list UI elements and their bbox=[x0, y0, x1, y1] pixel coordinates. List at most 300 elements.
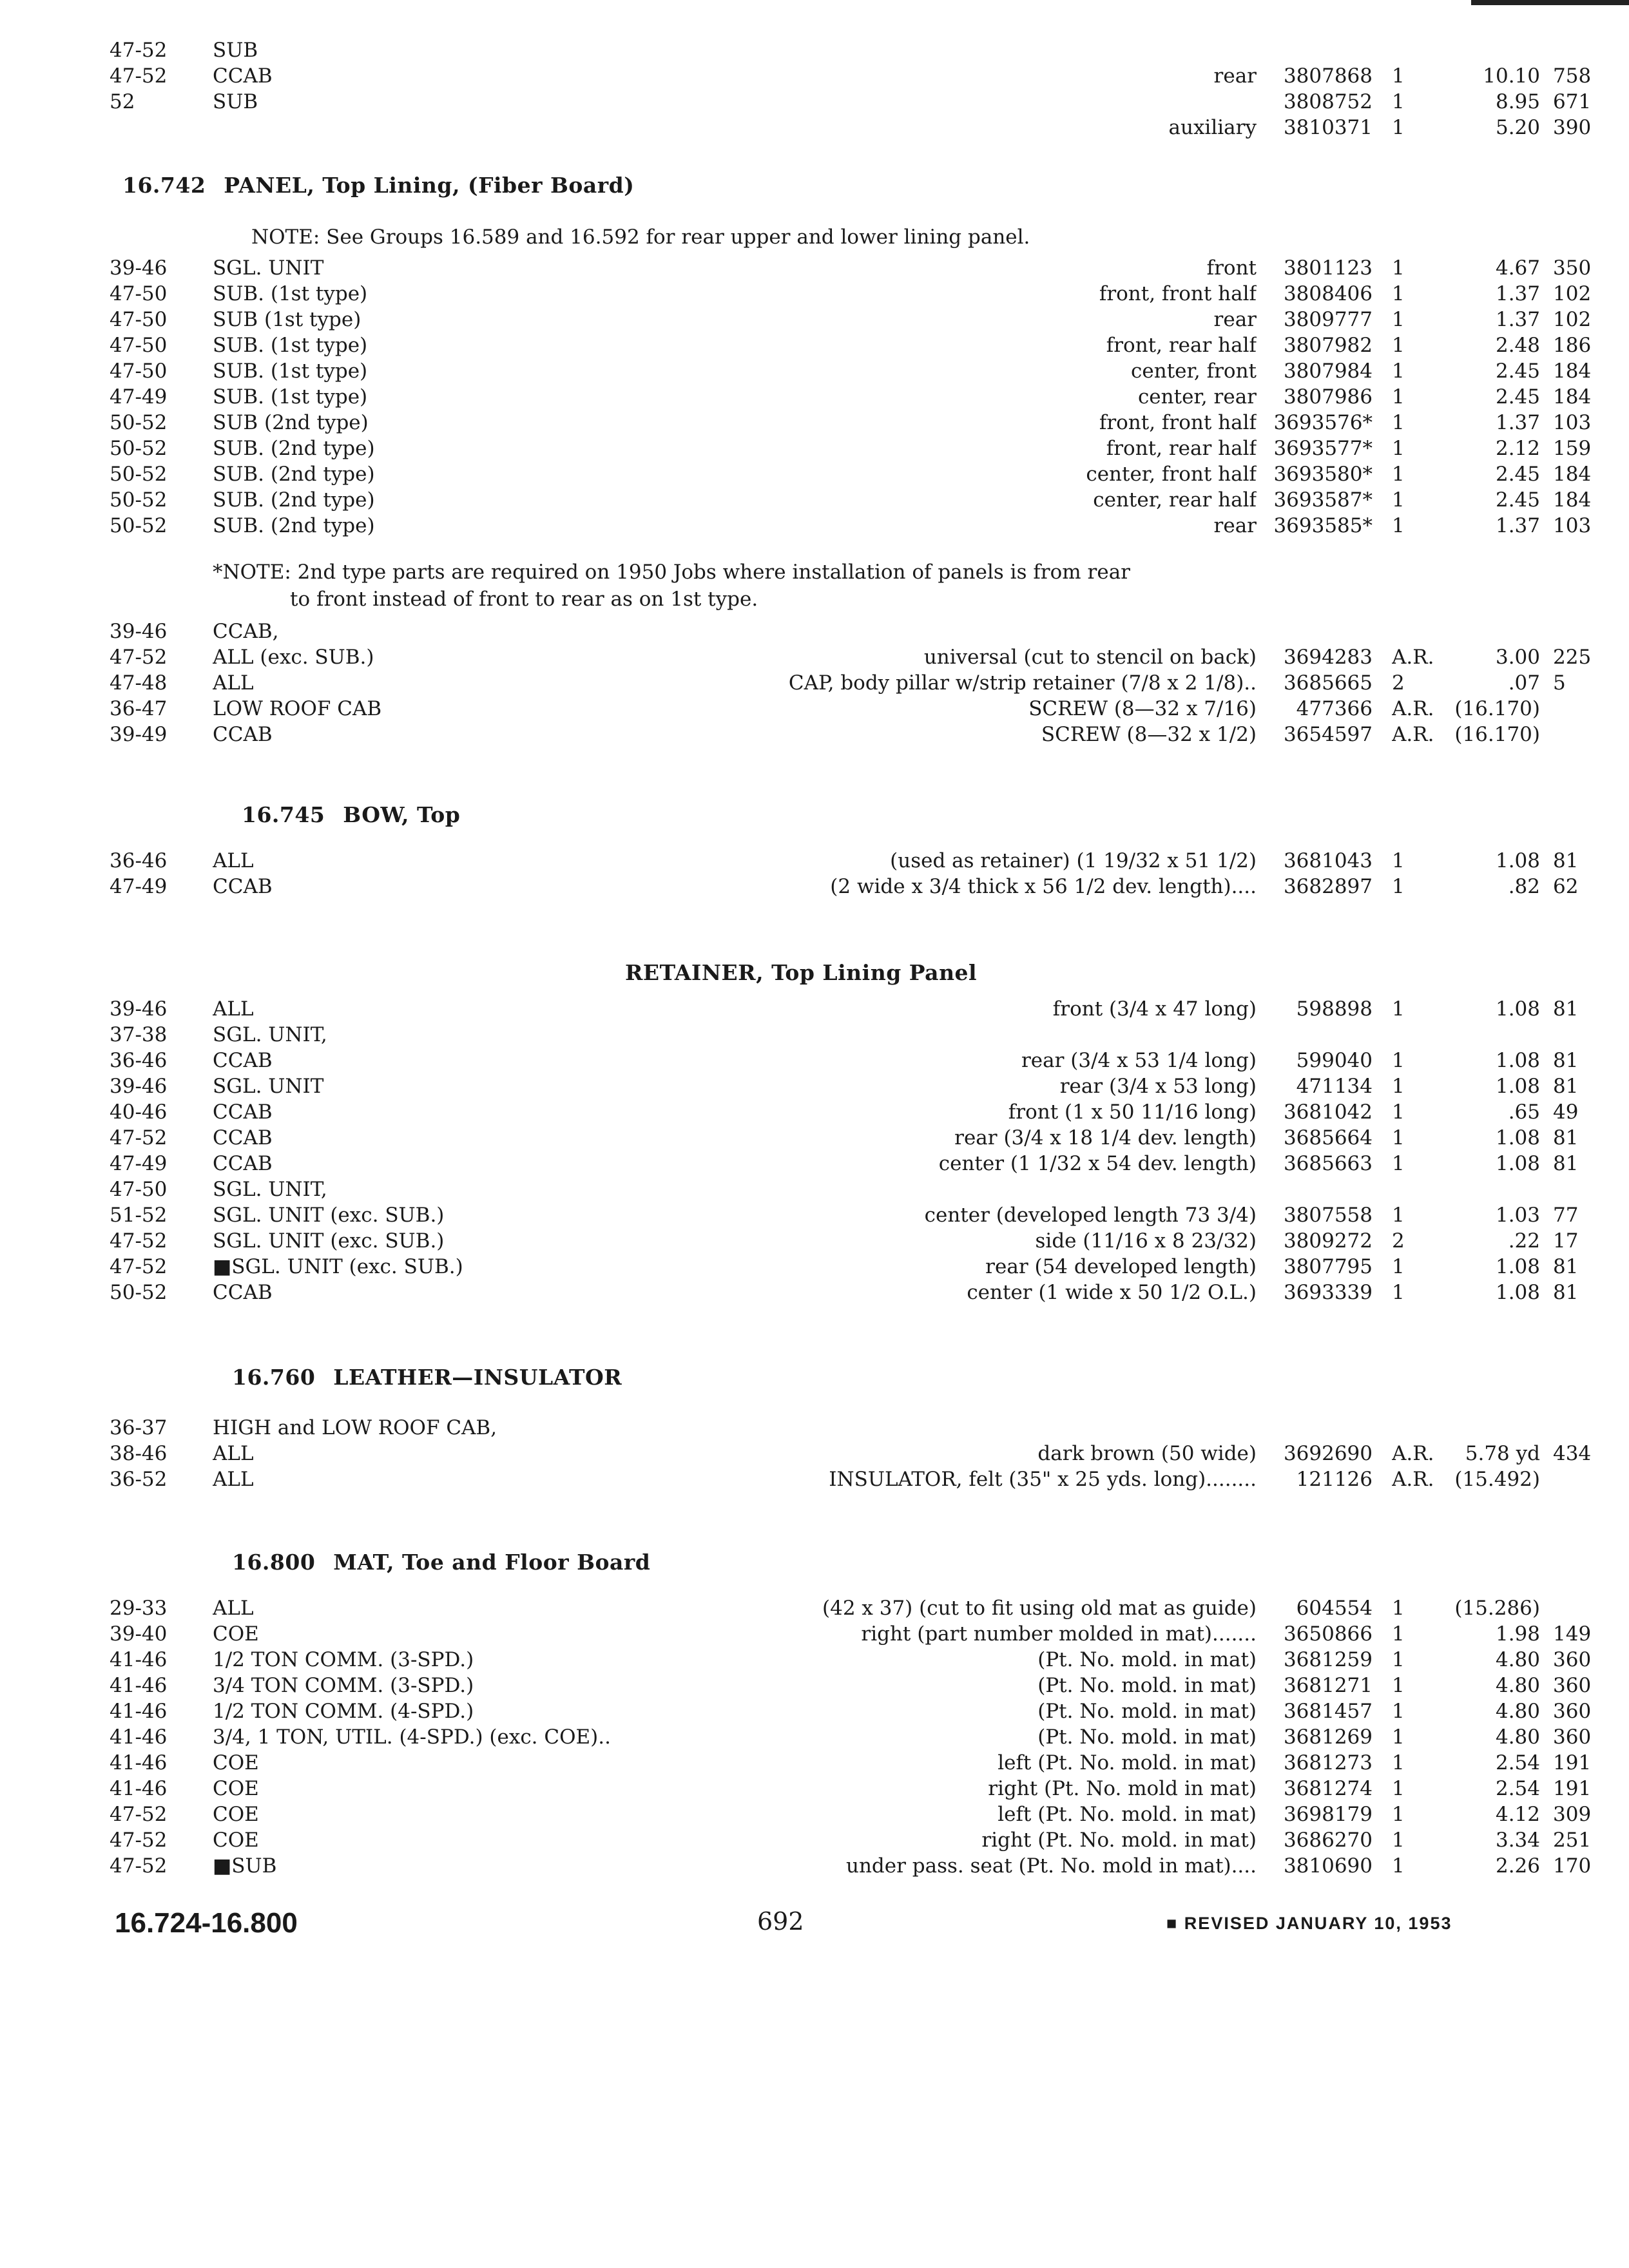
parts-row bbox=[110, 997, 1579, 1023]
list-price: 1.08 bbox=[1495, 997, 1540, 1021]
part-number: 3693339 bbox=[1283, 1281, 1373, 1304]
parts-row bbox=[110, 1100, 1579, 1126]
year-range: 38-46 bbox=[110, 1442, 168, 1465]
parts-row bbox=[110, 488, 1592, 514]
year-range: 47-48 bbox=[110, 671, 168, 695]
part-description: (Pt. No. mold. in mat) bbox=[1037, 1725, 1257, 1749]
part-description: under pass. seat (Pt. No. mold in mat).... bbox=[845, 1854, 1257, 1878]
part-number: 3808406 bbox=[1283, 282, 1373, 305]
part-number: 3810690 bbox=[1283, 1854, 1373, 1878]
parts-row bbox=[110, 1281, 1579, 1307]
model-application: SGL. UNIT bbox=[213, 256, 324, 280]
part-number: 3807868 bbox=[1283, 64, 1373, 88]
parts-row bbox=[110, 90, 1592, 116]
quantity: A.R. bbox=[1392, 646, 1434, 669]
shipping-weight: 350 bbox=[1553, 256, 1592, 280]
part-number: 3681274 bbox=[1283, 1777, 1373, 1800]
shipping-weight: 434 bbox=[1553, 1442, 1592, 1465]
list-price: 2.12 bbox=[1495, 437, 1540, 460]
list-price: .07 bbox=[1508, 671, 1540, 695]
model-application: SUB. (1st type) bbox=[213, 385, 368, 408]
parts-row bbox=[110, 646, 1592, 671]
part-number: 3682897 bbox=[1283, 875, 1373, 898]
shipping-weight: 77 bbox=[1553, 1204, 1579, 1227]
model-application: HIGH and LOW ROOF CAB, bbox=[213, 1416, 497, 1439]
shipping-weight: 5 bbox=[1553, 671, 1566, 695]
list-price: 1.08 bbox=[1495, 849, 1540, 872]
section-heading-panel bbox=[122, 173, 634, 198]
year-range: 47-52 bbox=[110, 64, 168, 88]
model-application: ALL bbox=[213, 1597, 254, 1620]
parts-row bbox=[110, 39, 1501, 64]
part-number: 3693576* bbox=[1273, 411, 1373, 434]
quantity: 1 bbox=[1392, 64, 1405, 88]
year-range: 47-50 bbox=[110, 282, 168, 305]
year-range: 47-50 bbox=[110, 1178, 168, 1201]
quantity: 1 bbox=[1392, 1100, 1405, 1124]
list-price: 2.45 bbox=[1495, 488, 1540, 512]
list-price: 10.10 bbox=[1483, 64, 1540, 88]
part-number: 3801123 bbox=[1283, 256, 1373, 280]
part-description: center, front half bbox=[1086, 463, 1257, 486]
year-range: 47-52 bbox=[110, 39, 168, 62]
parts-row bbox=[110, 514, 1592, 540]
part-description: rear (3/4 x 53 long) bbox=[1059, 1075, 1257, 1098]
quantity: 1 bbox=[1392, 1049, 1405, 1072]
part-number: 3693577* bbox=[1273, 437, 1373, 460]
model-application: SUB. (2nd type) bbox=[213, 514, 375, 537]
part-number: 3809272 bbox=[1283, 1229, 1373, 1253]
parts-row bbox=[110, 1725, 1592, 1751]
list-price: 2.26 bbox=[1495, 1854, 1540, 1878]
model-application: 3/4 TON COMM. (3-SPD.) bbox=[213, 1674, 474, 1697]
part-description: SCREW (8—32 x 1/2) bbox=[1041, 723, 1257, 746]
list-price: 1.08 bbox=[1495, 1281, 1540, 1304]
section-number: 16.800 bbox=[232, 1550, 316, 1575]
part-description: (2 wide x 3/4 thick x 56 1/2 dev. length).... bbox=[830, 875, 1257, 898]
part-number: 599040 bbox=[1296, 1049, 1373, 1072]
part-description: rear bbox=[1213, 308, 1257, 331]
model-application: ALL bbox=[213, 1468, 254, 1491]
part-description: front, front half bbox=[1099, 282, 1257, 305]
parts-row bbox=[110, 1597, 1540, 1622]
part-description: (used as retainer) (1 19/32 x 51 1/2) bbox=[890, 849, 1257, 872]
year-range: 47-52 bbox=[110, 1126, 168, 1149]
model-application: SUB. (1st type) bbox=[213, 360, 368, 383]
list-price: (15.492) bbox=[1454, 1468, 1540, 1491]
part-number: 3650866 bbox=[1283, 1622, 1373, 1646]
quantity: 1 bbox=[1392, 1725, 1405, 1749]
parts-row bbox=[110, 697, 1540, 723]
model-application: CCAB bbox=[213, 1281, 273, 1304]
quantity: 1 bbox=[1392, 1255, 1405, 1278]
list-price: .65 bbox=[1508, 1100, 1540, 1124]
shipping-weight: 159 bbox=[1553, 437, 1592, 460]
parts-row bbox=[110, 723, 1540, 749]
page-range: 16.724-16.800 bbox=[115, 1907, 298, 1939]
part-number: 3807986 bbox=[1283, 385, 1373, 408]
section-title: RETAINER, Top Lining Panel bbox=[625, 960, 978, 985]
year-range: 29-33 bbox=[110, 1597, 168, 1620]
shipping-weight: 251 bbox=[1553, 1829, 1592, 1852]
part-number: 121126 bbox=[1296, 1468, 1373, 1491]
section-heading-bow bbox=[242, 802, 460, 827]
part-description: center (developed length 73 3/4) bbox=[924, 1204, 1257, 1227]
parts-row bbox=[110, 1255, 1579, 1281]
list-price: 2.54 bbox=[1495, 1777, 1540, 1800]
list-price: 3.00 bbox=[1495, 646, 1540, 669]
year-range: 47-52 bbox=[110, 1255, 168, 1278]
section-number: 16.745 bbox=[242, 802, 325, 827]
list-price: 2.45 bbox=[1495, 463, 1540, 486]
part-description: rear (3/4 x 18 1/4 dev. length) bbox=[954, 1126, 1257, 1149]
year-range: 41-46 bbox=[110, 1751, 168, 1774]
year-range: 47-52 bbox=[110, 1854, 168, 1878]
parts-row bbox=[110, 1751, 1592, 1777]
parts-row bbox=[110, 1648, 1592, 1674]
quantity: 1 bbox=[1392, 411, 1405, 434]
section-title: MAT, Toe and Floor Board bbox=[333, 1550, 651, 1575]
list-price: 5.78 yd bbox=[1465, 1442, 1540, 1465]
part-number: 3686270 bbox=[1283, 1829, 1373, 1852]
quantity: 1 bbox=[1392, 1854, 1405, 1878]
part-number: 3693585* bbox=[1273, 514, 1373, 537]
quantity: 1 bbox=[1392, 360, 1405, 383]
shipping-weight: 149 bbox=[1553, 1622, 1592, 1646]
model-application: ■SGL. UNIT (exc. SUB.) bbox=[213, 1255, 463, 1278]
parts-row bbox=[110, 411, 1592, 437]
part-description: CAP, body pillar w/strip retainer (7/8 x 2 1/8).. bbox=[788, 671, 1257, 695]
model-application: SGL. UNIT, bbox=[213, 1023, 327, 1046]
part-number: 3692690 bbox=[1283, 1442, 1373, 1465]
part-description: front, front half bbox=[1099, 411, 1257, 434]
list-price: 2.54 bbox=[1495, 1751, 1540, 1774]
shipping-weight: 191 bbox=[1553, 1751, 1592, 1774]
model-application: SUB (2nd type) bbox=[213, 411, 369, 434]
list-price: 1.08 bbox=[1495, 1075, 1540, 1098]
section-title: LEATHER—INSULATOR bbox=[333, 1365, 622, 1390]
shipping-weight: 81 bbox=[1553, 1152, 1579, 1175]
shipping-weight: 62 bbox=[1553, 875, 1579, 898]
shipping-weight: 103 bbox=[1553, 411, 1592, 434]
year-range: 50-52 bbox=[110, 488, 168, 512]
year-range: 47-52 bbox=[110, 646, 168, 669]
shipping-weight: 360 bbox=[1553, 1674, 1592, 1697]
list-price: 4.12 bbox=[1495, 1803, 1540, 1826]
parts-row bbox=[110, 671, 1566, 697]
year-range: 47-50 bbox=[110, 334, 168, 357]
shipping-weight: 81 bbox=[1553, 1049, 1579, 1072]
quantity: A.R. bbox=[1392, 697, 1434, 720]
quantity: 1 bbox=[1392, 1700, 1405, 1723]
year-range: 36-37 bbox=[110, 1416, 168, 1439]
parts-row bbox=[110, 64, 1592, 90]
shipping-weight: 81 bbox=[1553, 1255, 1579, 1278]
shipping-weight: 360 bbox=[1553, 1648, 1592, 1671]
model-application: SUB. (2nd type) bbox=[213, 463, 375, 486]
section-number: 16.742 bbox=[122, 173, 206, 198]
year-range: 52 bbox=[110, 90, 135, 113]
shipping-weight: 309 bbox=[1553, 1803, 1592, 1826]
model-application: 1/2 TON COMM. (3-SPD.) bbox=[213, 1648, 474, 1671]
parts-row bbox=[110, 1023, 1501, 1049]
part-number: 3807984 bbox=[1283, 360, 1373, 383]
shipping-weight: 390 bbox=[1553, 116, 1592, 139]
model-application: LOW ROOF CAB bbox=[213, 697, 382, 720]
part-number: 477366 bbox=[1296, 697, 1373, 720]
list-price: (16.170) bbox=[1454, 697, 1540, 720]
model-application: SUB. (2nd type) bbox=[213, 488, 375, 512]
model-application: COE bbox=[213, 1829, 259, 1852]
part-description: center (1 wide x 50 1/2 O.L.) bbox=[967, 1281, 1257, 1304]
shipping-weight: 184 bbox=[1553, 463, 1592, 486]
parts-row bbox=[110, 1049, 1579, 1075]
part-number: 3685664 bbox=[1283, 1126, 1373, 1149]
quantity: 1 bbox=[1392, 875, 1405, 898]
part-description: side (11/16 x 8 23/32) bbox=[1035, 1229, 1257, 1253]
part-number: 3681043 bbox=[1283, 849, 1373, 872]
year-range: 47-49 bbox=[110, 1152, 168, 1175]
part-description: rear (54 developed length) bbox=[985, 1255, 1257, 1278]
year-range: 47-52 bbox=[110, 1229, 168, 1253]
model-application: SUB bbox=[213, 39, 258, 62]
parts-row bbox=[110, 1229, 1579, 1255]
part-number: 3681273 bbox=[1283, 1751, 1373, 1774]
quantity: 1 bbox=[1392, 1204, 1405, 1227]
parts-row bbox=[110, 1854, 1592, 1880]
quantity: 1 bbox=[1392, 1281, 1405, 1304]
quantity: 1 bbox=[1392, 256, 1405, 280]
quantity: A.R. bbox=[1392, 1442, 1434, 1465]
shipping-weight: 225 bbox=[1553, 646, 1592, 669]
shipping-weight: 81 bbox=[1553, 997, 1579, 1021]
part-description: left (Pt. No. mold. in mat) bbox=[998, 1751, 1257, 1774]
part-description: rear bbox=[1213, 64, 1257, 88]
part-description: (Pt. No. mold. in mat) bbox=[1037, 1674, 1257, 1697]
year-range: 41-46 bbox=[110, 1700, 168, 1723]
model-application: ALL (exc. SUB.) bbox=[213, 646, 374, 669]
quantity: 1 bbox=[1392, 514, 1405, 537]
part-number: 3698179 bbox=[1283, 1803, 1373, 1826]
quantity: 1 bbox=[1392, 116, 1405, 139]
list-price: 5.20 bbox=[1495, 116, 1540, 139]
model-application: ■SUB bbox=[213, 1854, 277, 1878]
list-price: 1.08 bbox=[1495, 1049, 1540, 1072]
quantity: 1 bbox=[1392, 1152, 1405, 1175]
part-number: 3808752 bbox=[1283, 90, 1373, 113]
quantity: 2 bbox=[1392, 671, 1405, 695]
part-description: front, rear half bbox=[1106, 334, 1257, 357]
part-description: front (1 x 50 11/16 long) bbox=[1008, 1100, 1257, 1124]
model-application: ALL bbox=[213, 849, 254, 872]
year-range: 41-46 bbox=[110, 1674, 168, 1697]
footnote-line-1: *NOTE: 2nd type parts are required on 1950 Jobs where installation of panels is from rear bbox=[213, 561, 1131, 584]
parts-row bbox=[110, 463, 1592, 488]
list-price: 4.67 bbox=[1495, 256, 1540, 280]
list-price: 4.80 bbox=[1495, 1648, 1540, 1671]
parts-row bbox=[110, 875, 1579, 901]
quantity: 1 bbox=[1392, 1674, 1405, 1697]
part-description: (42 x 37) (cut to fit using old mat as guide) bbox=[822, 1597, 1257, 1620]
year-range: 39-49 bbox=[110, 723, 168, 746]
list-price: 1.03 bbox=[1495, 1204, 1540, 1227]
parts-row bbox=[110, 360, 1592, 385]
year-range: 47-52 bbox=[110, 1803, 168, 1826]
part-number: 3681457 bbox=[1283, 1700, 1373, 1723]
parts-row bbox=[110, 1416, 1501, 1442]
part-number: 3685663 bbox=[1283, 1152, 1373, 1175]
model-application: COE bbox=[213, 1751, 259, 1774]
parts-row bbox=[110, 1126, 1579, 1152]
parts-row bbox=[110, 256, 1592, 282]
quantity: 1 bbox=[1392, 1803, 1405, 1826]
part-number: 3807558 bbox=[1283, 1204, 1373, 1227]
year-range: 39-40 bbox=[110, 1622, 168, 1646]
model-application: CCAB, bbox=[213, 620, 279, 643]
part-number: 3693587* bbox=[1273, 488, 1373, 512]
shipping-weight: 81 bbox=[1553, 1075, 1579, 1098]
year-range: 47-50 bbox=[110, 360, 168, 383]
parts-row bbox=[110, 1178, 1501, 1204]
year-range: 50-52 bbox=[110, 437, 168, 460]
list-price: (16.170) bbox=[1454, 723, 1540, 746]
parts-row bbox=[110, 385, 1592, 411]
parts-row bbox=[110, 849, 1579, 875]
year-range: 39-46 bbox=[110, 620, 168, 643]
quantity: 1 bbox=[1392, 90, 1405, 113]
year-range: 36-47 bbox=[110, 697, 168, 720]
list-price: 4.80 bbox=[1495, 1674, 1540, 1697]
parts-row bbox=[110, 1075, 1579, 1100]
model-application: CCAB bbox=[213, 1100, 273, 1124]
shipping-weight: 671 bbox=[1553, 90, 1592, 113]
year-range: 50-52 bbox=[110, 1281, 168, 1304]
year-range: 37-38 bbox=[110, 1023, 168, 1046]
part-description: right (part number molded in mat)....... bbox=[861, 1622, 1257, 1646]
shipping-weight: 102 bbox=[1553, 282, 1592, 305]
part-number: 471134 bbox=[1296, 1075, 1373, 1098]
quantity: 1 bbox=[1392, 308, 1405, 331]
quantity: 1 bbox=[1392, 849, 1405, 872]
part-description: right (Pt. No. mold in mat) bbox=[988, 1777, 1257, 1800]
model-application: CCAB bbox=[213, 1049, 273, 1072]
footnote-line-2: to front instead of front to rear as on 1st type. bbox=[290, 588, 758, 611]
list-price: 2.48 bbox=[1495, 334, 1540, 357]
year-range: 50-52 bbox=[110, 411, 168, 434]
quantity: A.R. bbox=[1392, 723, 1434, 746]
model-application: SUB. (2nd type) bbox=[213, 437, 375, 460]
part-description: rear bbox=[1213, 514, 1257, 537]
model-application: ALL bbox=[213, 997, 254, 1021]
model-application: SGL. UNIT bbox=[213, 1075, 324, 1098]
parts-row bbox=[110, 1468, 1540, 1494]
shipping-weight: 184 bbox=[1553, 488, 1592, 512]
year-range: 39-46 bbox=[110, 997, 168, 1021]
quantity: 1 bbox=[1392, 1777, 1405, 1800]
part-description: right (Pt. No. mold. in mat) bbox=[981, 1829, 1257, 1852]
quantity: 1 bbox=[1392, 488, 1405, 512]
list-price: 1.37 bbox=[1495, 411, 1540, 434]
shipping-weight: 81 bbox=[1553, 1281, 1579, 1304]
shipping-weight: 191 bbox=[1553, 1777, 1592, 1800]
model-application: CCAB bbox=[213, 875, 273, 898]
year-range: 51-52 bbox=[110, 1204, 168, 1227]
list-price: 3.34 bbox=[1495, 1829, 1540, 1852]
parts-row bbox=[110, 334, 1592, 360]
parts-row bbox=[110, 620, 1501, 646]
part-number: 3681259 bbox=[1283, 1648, 1373, 1671]
part-description: SCREW (8—32 x 7/16) bbox=[1028, 697, 1257, 720]
part-description: left (Pt. No. mold. in mat) bbox=[998, 1803, 1257, 1826]
model-application: SUB. (1st type) bbox=[213, 334, 368, 357]
section-title: PANEL, Top Lining, (Fiber Board) bbox=[224, 173, 635, 198]
quantity: 1 bbox=[1392, 334, 1405, 357]
part-number: 3681269 bbox=[1283, 1725, 1373, 1749]
section-heading-retainer bbox=[625, 960, 977, 985]
year-range: 36-46 bbox=[110, 1049, 168, 1072]
list-price: (15.286) bbox=[1454, 1597, 1540, 1620]
list-price: 1.08 bbox=[1495, 1255, 1540, 1278]
part-description: universal (cut to stencil on back) bbox=[923, 646, 1257, 669]
model-application: COE bbox=[213, 1777, 259, 1800]
section-note: NOTE: See Groups 16.589 and 16.592 for rear upper and lower lining panel. bbox=[251, 226, 1030, 249]
model-application: CCAB bbox=[213, 1126, 273, 1149]
list-price: 1.37 bbox=[1495, 282, 1540, 305]
year-range: 47-52 bbox=[110, 1829, 168, 1852]
quantity: 2 bbox=[1392, 1229, 1405, 1253]
quantity: 1 bbox=[1392, 385, 1405, 408]
parts-row bbox=[110, 1622, 1592, 1648]
list-price: .82 bbox=[1508, 875, 1540, 898]
part-description: front, rear half bbox=[1106, 437, 1257, 460]
parts-row bbox=[110, 282, 1592, 308]
list-price: 1.98 bbox=[1495, 1622, 1540, 1646]
model-application: CCAB bbox=[213, 64, 273, 88]
model-application: 3/4, 1 TON, UTIL. (4-SPD.) (exc. COE).. bbox=[213, 1725, 611, 1749]
quantity: 1 bbox=[1392, 997, 1405, 1021]
shipping-weight: 81 bbox=[1553, 1126, 1579, 1149]
part-number: 3681271 bbox=[1283, 1674, 1373, 1697]
shipping-weight: 184 bbox=[1553, 385, 1592, 408]
model-application: SUB (1st type) bbox=[213, 308, 361, 331]
year-range: 39-46 bbox=[110, 1075, 168, 1098]
quantity: 1 bbox=[1392, 463, 1405, 486]
shipping-weight: 103 bbox=[1553, 514, 1592, 537]
revision-note: ■ REVISED JANUARY 10, 1953 bbox=[1166, 1914, 1452, 1933]
shipping-weight: 17 bbox=[1553, 1229, 1579, 1253]
year-range: 41-46 bbox=[110, 1648, 168, 1671]
list-price: 1.08 bbox=[1495, 1126, 1540, 1149]
model-application: COE bbox=[213, 1803, 259, 1826]
parts-row bbox=[110, 1442, 1592, 1468]
section-heading-mat bbox=[232, 1550, 650, 1575]
quantity: 1 bbox=[1392, 1751, 1405, 1774]
parts-row bbox=[110, 308, 1592, 334]
quantity: 1 bbox=[1392, 1075, 1405, 1098]
part-number: 604554 bbox=[1296, 1597, 1373, 1620]
shipping-weight: 81 bbox=[1553, 849, 1579, 872]
part-number: 598898 bbox=[1296, 997, 1373, 1021]
part-number: 3681042 bbox=[1283, 1100, 1373, 1124]
shipping-weight: 360 bbox=[1553, 1700, 1592, 1723]
part-number: 3810371 bbox=[1283, 116, 1373, 139]
list-price: .22 bbox=[1508, 1229, 1540, 1253]
shipping-weight: 186 bbox=[1553, 334, 1592, 357]
year-range: 47-49 bbox=[110, 385, 168, 408]
part-description: front bbox=[1206, 256, 1257, 280]
model-application: SUB. (1st type) bbox=[213, 282, 368, 305]
year-range: 40-46 bbox=[110, 1100, 168, 1124]
